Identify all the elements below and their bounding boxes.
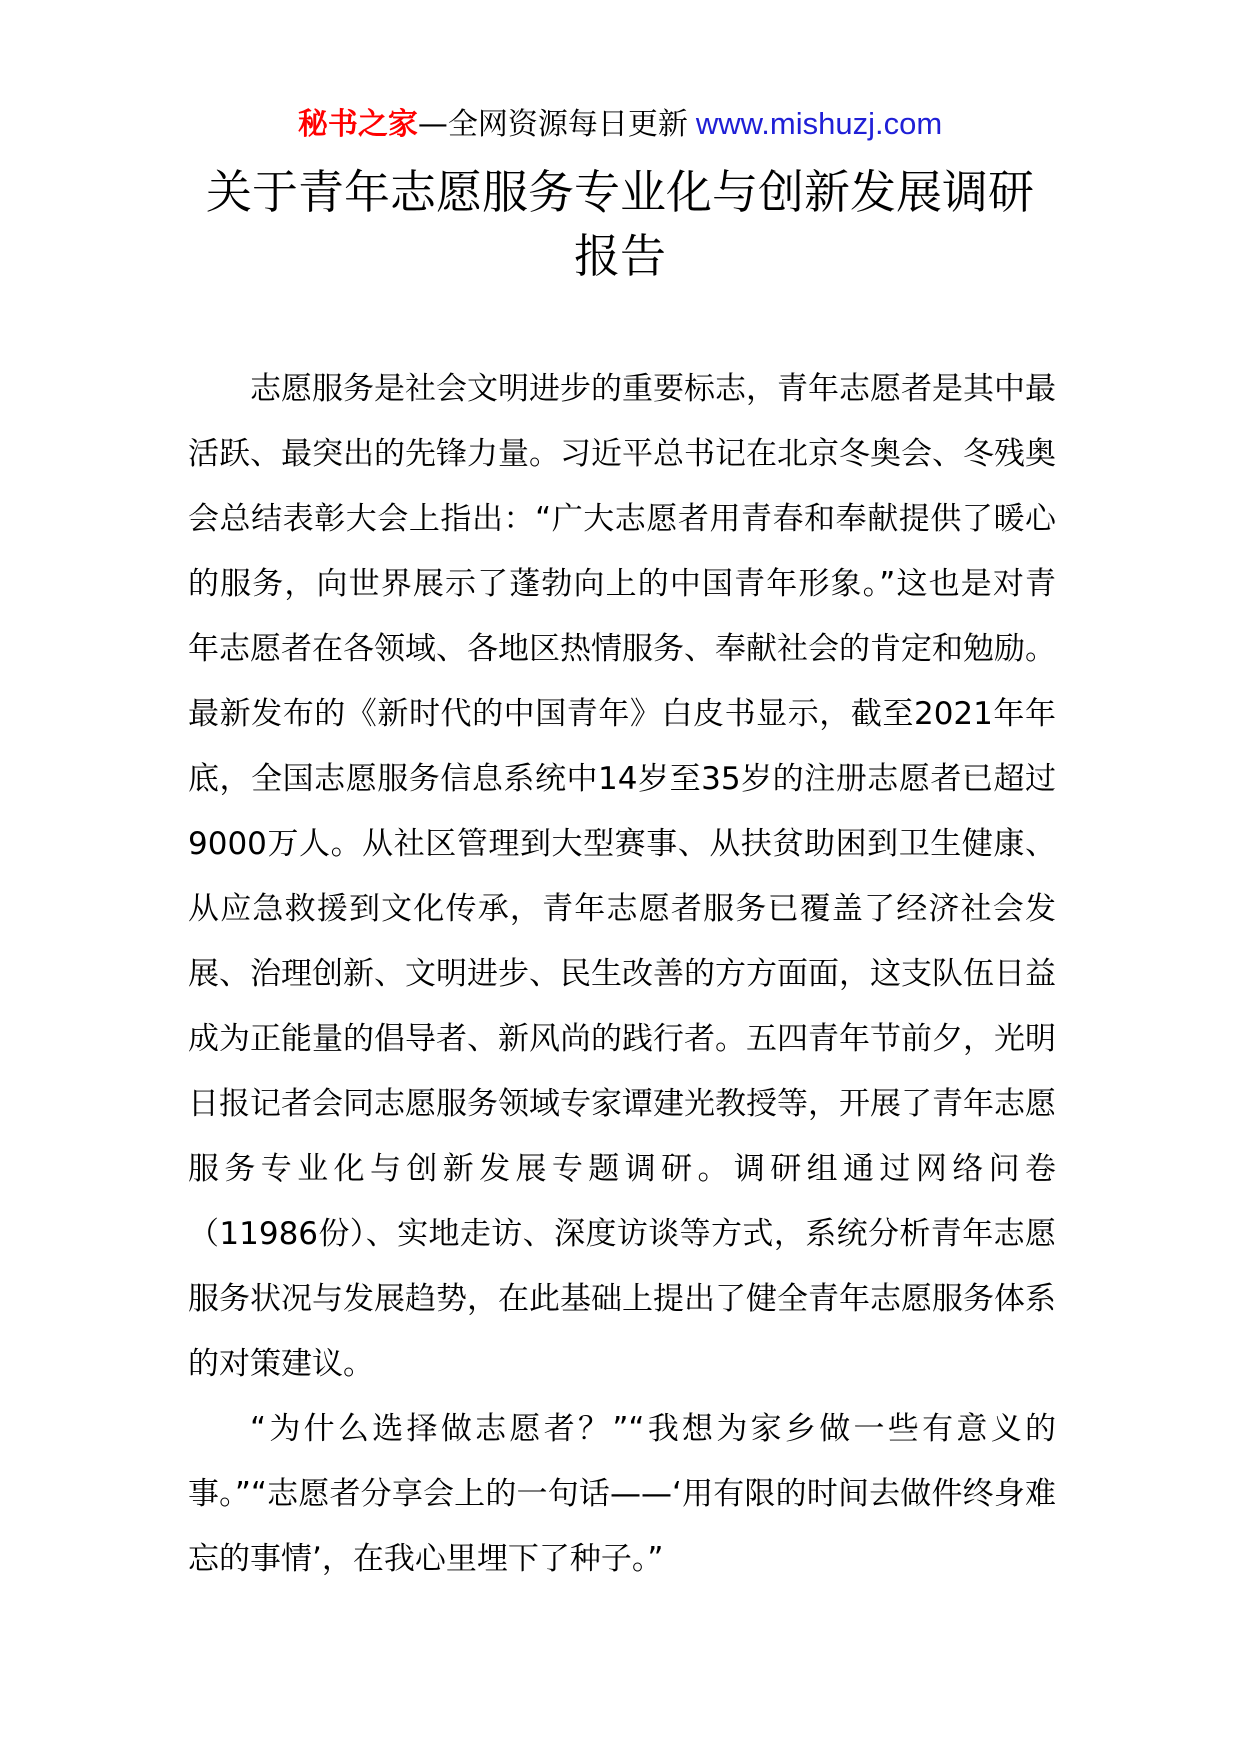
site-brand: 秘书之家 (297, 107, 418, 142)
document-title-line-1: 关于青年志愿服务专业化与创新发展调研 (206, 165, 1034, 219)
body-paragraph-1: 志愿服务是社会文明进步的重要标志，青年志愿者是其中最活跃、最突出的先锋力量。习近平总书记在北京冬奥会、冬残奥会总结表彰大会上指出：“广大志愿者用青春和奉献提供了暖心的服务，向世界展示了蓬勃向上的中国青年形象。”这也是对青年志愿者在各领域、各地区热情服务、奉献社会的肯定和勉励。最新发布的《新时代的中国青年》白皮书显示，截至2021年年底，全国志愿服务信息系统中14岁至35岁的注册志愿者已超过9000万人。从社区管理到大型赛事、从扶贫助困到卫生健康、从应急救援到文化传承，青年志愿者服务已覆盖了经济社会发展、治理创新、文明进步、民生改善的方方面面，这支队伍日益成为正能量的倡导者、新风尚的践行者。五四青年节前夕，光明日报记者会同志愿服务领域专家谭建光教授等，开展了青年志愿服务专业化与创新发展专题调研。调研组通过网络问卷（11986份）、实地走访、深度访谈等方式，系统分析青年志愿服务状况与发展趋势，在此基础上提出了健全青年志愿服务体系的对策建议。 (188, 371, 1056, 1382)
site-tagline: —全网资源每日更新 (417, 107, 688, 142)
document-body (188, 357, 1056, 1592)
site-url-link[interactable]: www.mishuzj.com (695, 106, 943, 141)
document-title-line-2: 报告 (574, 229, 666, 283)
document-title (150, 160, 1090, 288)
body-paragraph-2: “为什么选择做志愿者？”“我想为家乡做一些有意义的事。”“志愿者分享会上的一句话——‘用有限的时间去做件终身难忘的事情’，在我心里埋下了种子。” (188, 1411, 1056, 1577)
site-header (0, 102, 1240, 147)
